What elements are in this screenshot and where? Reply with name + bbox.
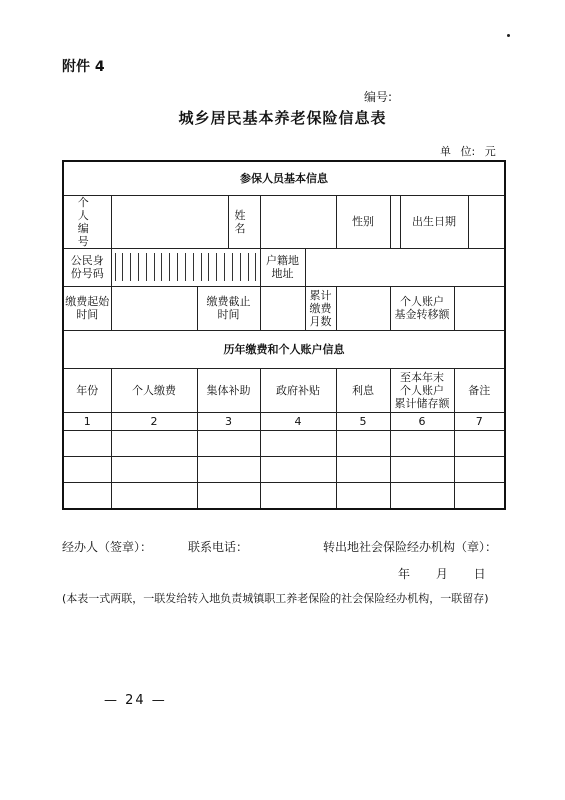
col-header-personal-payment: 个人缴费 [111, 368, 197, 412]
id-number-label: 公民身 份号码 [63, 248, 111, 286]
gender-label: 性别 [336, 195, 390, 248]
pay-start-field[interactable] [111, 286, 197, 330]
id-digit-box [131, 253, 139, 281]
pay-end-field[interactable] [260, 286, 305, 330]
id-digit-box [202, 253, 210, 281]
id-digit-box [155, 253, 163, 281]
id-digit-box [170, 253, 178, 281]
birth-date-field[interactable] [468, 195, 505, 248]
id-digit-box [233, 253, 241, 281]
scan-speck [507, 34, 510, 37]
page-number: — 24 — [104, 693, 167, 708]
id-digit-box [147, 253, 155, 281]
history-heading: 历年缴费和个人账户信息 [63, 330, 505, 368]
total-months-field[interactable] [336, 286, 390, 330]
household-label: 户籍地 地址 [260, 248, 305, 286]
id-digit-box [162, 253, 170, 281]
total-months-label: 累计 缴费 月数 [305, 286, 336, 330]
col-number-4: 4 [260, 412, 336, 430]
personal-number-field[interactable] [111, 195, 228, 248]
pay-end-label: 缴费截止 时间 [197, 286, 260, 330]
id-digit-box [178, 253, 186, 281]
gender-field[interactable] [390, 195, 400, 248]
birth-date-label: 出生日期 [400, 195, 468, 248]
id-digit-box [249, 253, 257, 281]
household-address-field[interactable] [305, 248, 505, 286]
col-header-government-subsidy: 政府补贴 [260, 368, 336, 412]
date-label: 年 月 日 [398, 567, 486, 581]
col-header-interest: 利息 [336, 368, 390, 412]
basic-info-heading: 参保人员基本信息 [63, 161, 505, 195]
name-field[interactable] [260, 195, 336, 248]
id-number-boxes [115, 253, 257, 281]
serial-number-label: 编号: [364, 90, 393, 104]
pension-info-table [62, 160, 506, 510]
col-header-collective-subsidy: 集体补助 [197, 368, 260, 412]
name-label: 姓 名 [228, 195, 260, 248]
fund-transfer-label: 个人账户 基金转移额 [390, 286, 454, 330]
transfer-agency-label: 转出地社会保险经办机构（章）： [323, 540, 498, 554]
col-header-year: 年份 [63, 368, 111, 412]
unit-label: 单 位: 元 [440, 145, 496, 158]
table-row [63, 456, 505, 482]
personal-number-label: 个 人 编 号 [63, 195, 111, 248]
col-number-6: 6 [390, 412, 454, 430]
id-digit-box [217, 253, 225, 281]
form-title: 城乡居民基本养老保险信息表 [178, 109, 387, 127]
contact-phone-label: 联系电话： [188, 540, 249, 554]
id-digit-box [139, 253, 147, 281]
id-digit-box [241, 253, 249, 281]
id-number-field[interactable] [111, 248, 260, 286]
col-number-2: 2 [111, 412, 197, 430]
col-number-3: 3 [197, 412, 260, 430]
id-digit-box [209, 253, 217, 281]
col-header-account-balance: 至本年末 个人账户 累计储存额 [390, 368, 454, 412]
attachment-label: 附件 4 [62, 59, 105, 75]
col-number-1: 1 [63, 412, 111, 430]
id-digit-box [186, 253, 194, 281]
id-digit-box [225, 253, 233, 281]
id-digit-box [116, 253, 124, 281]
handler-signature-label: 经办人（签章）： [62, 540, 153, 554]
col-number-7: 7 [454, 412, 505, 430]
col-header-remarks: 备注 [454, 368, 505, 412]
table-row [63, 482, 505, 509]
pay-start-label: 缴费起始 时间 [63, 286, 111, 330]
fund-transfer-field[interactable] [454, 286, 505, 330]
table-row [63, 430, 505, 456]
form-note: (本表一式两联，一联发给转入地负责城镇职工养老保险的社会保险经办机构，一联留存) [62, 592, 489, 605]
col-number-5: 5 [336, 412, 390, 430]
id-digit-box [123, 253, 131, 281]
id-digit-box [194, 253, 202, 281]
